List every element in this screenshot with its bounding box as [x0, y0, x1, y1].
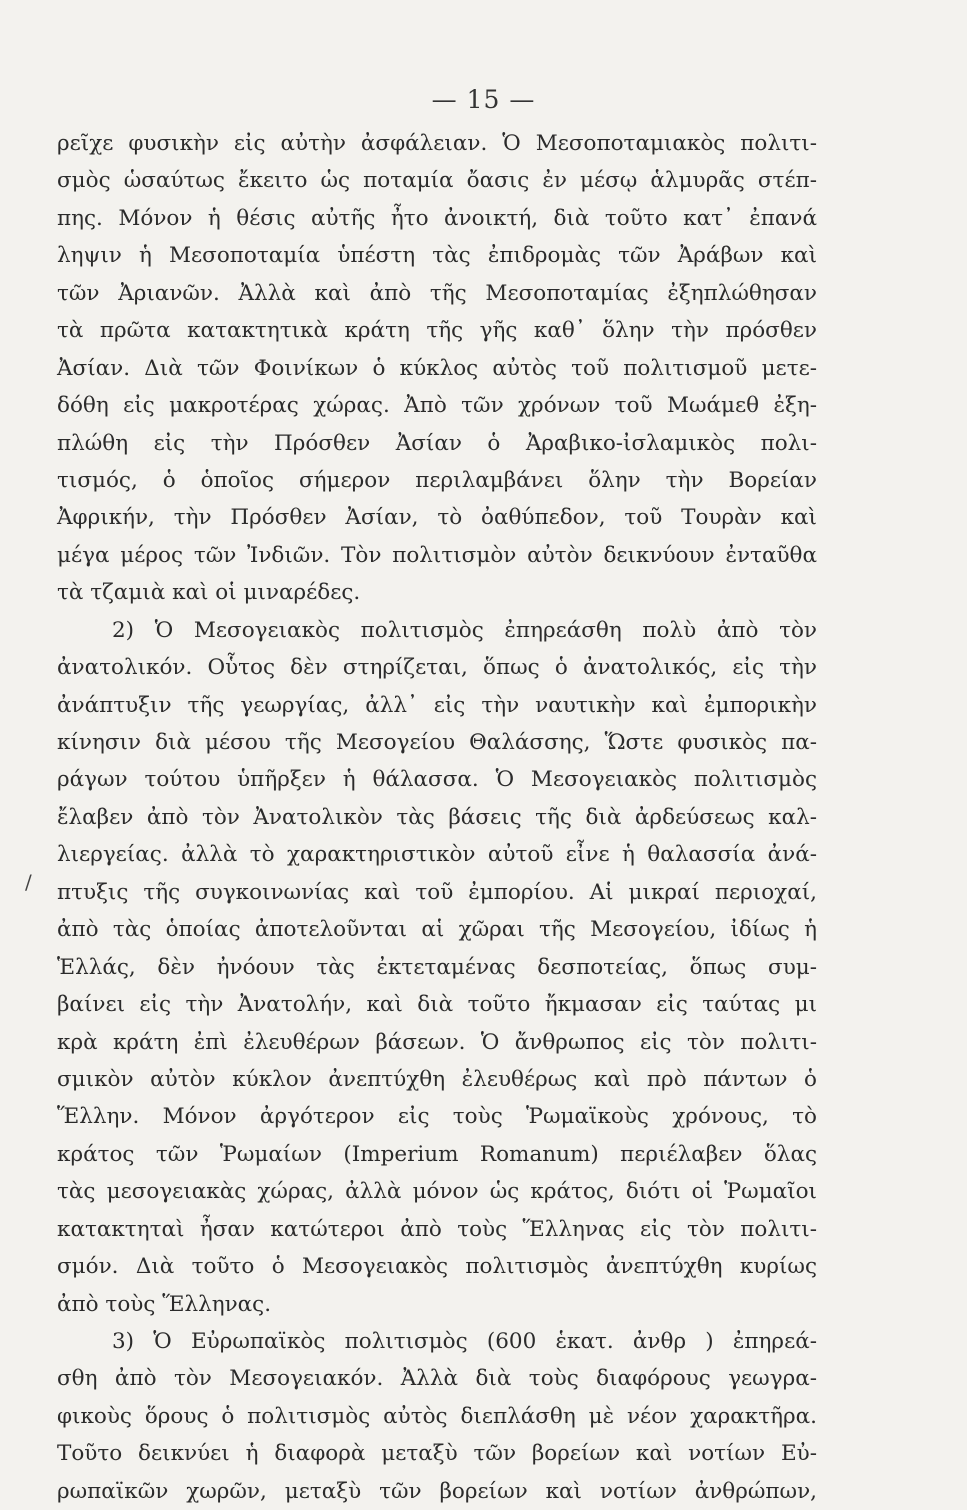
- text-line: πλώθη εἰς τὴν Πρόσθεν Ἀσίαν ὁ Ἀραβικο-ἰσλαμικὸς πολι-: [57, 430, 817, 456]
- text-line: Τοῦτο δεικνύει ἡ διαφορὰ μεταξὺ τῶν βορείων καὶ νοτίων Εὐ-: [57, 1441, 817, 1467]
- text-line: ἀνάπτυξιν τῆς γεωργίας, ἀλλ᾽ εἰς τὴν ναυτικὴν καὶ ἐμπορικὴν: [57, 692, 817, 718]
- text-line: ρωπαϊκῶν χωρῶν, μεταξὺ τῶν βορείων καὶ νοτίων ἀνθρώπων,: [57, 1478, 817, 1504]
- text-line: τῶν Ἀριανῶν. Ἀλλὰ καὶ ἀπὸ τῆς Μεσοποταμίας ἐξηπλώθησαν: [57, 280, 817, 306]
- text-line: λιεργείας. ἀλλὰ τὸ χαρακτηριστικὸν αὐτοῦ εἶνε ἡ θαλασσία ἀνά-: [57, 842, 817, 868]
- text-line: Ἑλλάς, δὲν ἠνόουν τὰς ἐκτεταμένας δεσποτείας, ὅπως συμ-: [57, 954, 817, 980]
- page-number: — 15 —: [431, 85, 536, 114]
- text-line: Ἀφρικήν, τὴν Πρόσθεν Ἀσίαν, τὸ ὀαθύπεδον, τοῦ Τουρὰν καὶ: [57, 505, 817, 531]
- text-line: Ἕλλην. Μόνον ἀργότερον εἰς τοὺς Ῥωμαϊκοὺς χρόνους, τὸ: [57, 1104, 817, 1130]
- text-line: κατακτηταὶ ἦσαν κατώτεροι ἀπὸ τοὺς Ἕλληνας εἰς τὸν πολιτι-: [57, 1216, 817, 1242]
- text-line: σμόν. Διὰ τοῦτο ὁ Μεσογειακὸς πολιτισμὸς ἀνεπτύχθη κυρίως: [57, 1254, 817, 1280]
- text-line: τισμός, ὁ ὁποῖος σήμερον περιλαμβάνει ὅλην τὴν Βορείαν: [57, 467, 817, 493]
- text-line: κίνησιν διὰ μέσου τῆς Μεσογείου Θαλάσσης, Ὥστε φυσικὸς πα-: [57, 730, 817, 755]
- text-line: βαίνει εἰς τὴν Ἀνατολήν, καὶ διὰ τοῦτο ἤκμασαν εἰς ταύτας μι: [57, 992, 817, 1018]
- text-line: ἔλαβεν ἀπὸ τὸν Ἀνατολικὸν τὰς βάσεις τῆς διὰ ἀρδεύσεως καλ-: [57, 804, 817, 830]
- body-text: [57, 125, 817, 1510]
- text-line: φικοὺς ὅρους ὁ πολιτισμὸς αὐτὸς διεπλάσθη μὲ νέον χαρακτῆρα.: [57, 1403, 817, 1429]
- text-line: κράτος τῶν Ῥωμαίων (Imperium Romanum) περιέλαβεν ὅλας: [57, 1141, 817, 1167]
- text-line: ἀπὸ τὰς ὁποίας ἀποτελοῦνται αἱ χῶραι τῆς Μεσογείου, ἰδίως ἡ: [57, 917, 817, 943]
- section-heading-line: 3) Ὁ Εὐρωπαϊκὸς πολιτισμὸς (600 ἑκατ. ἀνθρ ) ἐπηρεά-: [112, 1329, 817, 1354]
- text-line: σμικὸν αὐτὸν κύκλον ἀνεπτύχθη ἐλευθέρως καὶ πρὸ πάντων ὁ: [57, 1066, 817, 1092]
- text-line: ληψιν ἡ Μεσοποταμία ὑπέστη τὰς ἐπιδρομὰς τῶν Ἀράβων καὶ: [57, 243, 817, 269]
- text-line: τὰ πρῶτα κατακτητικὰ κράτη τῆς γῆς καθ᾽ ὅλην τὴν πρόσθεν: [57, 318, 817, 344]
- text-line: πης. Μόνον ἡ θέσις αὐτῆς ἦτο ἀνοικτή, διὰ τοῦτο κατ᾽ ἐπανά: [57, 205, 817, 231]
- text-line: ἀπὸ τοὺς Ἕλληνας.: [57, 1291, 272, 1317]
- text-line: τὰ τζαμιὰ καὶ οἱ μιναρέδες.: [57, 580, 361, 606]
- section-heading-line: 2) Ὁ Μεσογειακὸς πολιτισμὸς ἐπηρεάσθη πολὺ ἀπὸ τὸν: [112, 617, 817, 643]
- margin-mark: /: [25, 870, 32, 894]
- text-line: σμὸς ὡσαύτως ἔκειτο ὡς ποταμία ὄασις ἐν μέσῳ ἁλμυρᾶς στέπ-: [57, 168, 817, 194]
- text-line: Ἀσίαν. Διὰ τῶν Φοινίκων ὁ κύκλος αὐτὸς τοῦ πολιτισμοῦ μετε-: [57, 355, 817, 381]
- text-line: ράγων τούτου ὑπῆρξεν ἡ θάλασσα. Ὁ Μεσογειακὸς πολιτισμὸς: [57, 767, 817, 793]
- text-line: ρεῖχε φυσικὴν εἰς αὐτὴν ἀσφάλειαν. Ὁ Μεσοποταμιακὸς πολιτι-: [57, 131, 817, 156]
- text-line: τὰς μεσογειακὰς χώρας, ἀλλὰ μόνον ὡς κράτος, διότι οἱ Ῥωμαῖοι: [57, 1179, 817, 1205]
- text-line: ἀνατολικόν. Οὗτος δὲν στηρίζεται, ὅπως ὁ ἀνατολικός, εἰς τὴν: [57, 655, 817, 681]
- text-line: σθη ἀπὸ τὸν Μεσογειακόν. Ἀλλὰ διὰ τοὺς διαφόρους γεωγρα-: [57, 1366, 817, 1392]
- text-line: μέγα μέρος τῶν Ἰνδιῶν. Τὸν πολιτισμὸν αὐτὸν δεικνύουν ἐνταῦθα: [57, 542, 817, 568]
- text-line: κρὰ κράτη ἐπὶ ἐλευθέρων βάσεων. Ὁ ἄνθρωπος εἰς τὸν πολιτι-: [57, 1029, 817, 1055]
- text-line: πτυξις τῆς συγκοινωνίας καὶ τοῦ ἐμπορίου. Αἱ μικραί περιοχαί,: [57, 879, 817, 905]
- text-line: δόθη εἰς μακροτέρας χώρας. Ἀπὸ τῶν χρόνων τοῦ Μωάμεθ ἐξη-: [57, 393, 817, 419]
